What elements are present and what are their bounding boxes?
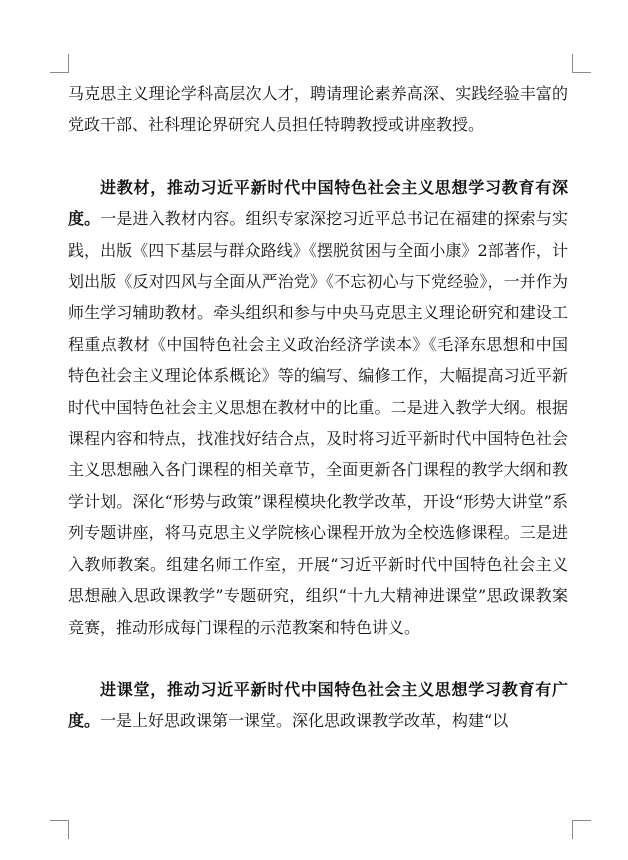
paragraph-gap: [68, 643, 568, 674]
section-body-classroom: 一是上好思政课第一课堂。深化思政课教学改革，构建“以: [100, 711, 509, 731]
document-body: [68, 78, 568, 737]
paragraph-textbooks: [68, 172, 568, 643]
section-heading-classroom: 进课堂，推动习近平新时代中国特色社会主义思想学习教育有广度。: [68, 679, 568, 731]
crop-mark-top-left: [50, 54, 69, 73]
crop-mark-bottom-right: [572, 820, 591, 839]
section-heading-textbooks: 进教材，推动习近平新时代中国特色社会主义思想学习教育有深度。: [68, 177, 568, 229]
paragraph-continuation: 马克思主义理论学科高层次人才，聘请理论素养高深、实践经验丰富的党政干部、社科理论界研究人员担任特聘教授或讲座教授。: [68, 84, 568, 135]
crop-mark-top-right: [572, 54, 591, 73]
paragraph-classroom: [68, 674, 568, 737]
crop-mark-bottom-left: [50, 820, 69, 839]
section-body-textbooks: 一是进入教材内容。组织专家深挖习近平总书记在福建的探索与实践，出版《四下基层与群众路线》《摆脱贫困与全面小康》2部著作，计划出版《反对四风与全面从严治党》《不忘初心与下党经验》，一并作为师生学习辅助教材。牵头组织和参与中央马克思主义理论研究和建设工程重点教材《中国特色社会主义政治经济学读本》《毛泽东思想和中国特色社会主义理论体系概论》等的编写、编修工作，大幅提高习近平新时代中国特色社会主义思想在教材中的比重。二是进入教学大纲。根据课程内容和特点，找准找好结合点，及时将习近平新时代中国特色社会主义思想融入各门课程的相关章节，全面更新各门课程的教学大纲和教学计划。深化“形势与政策”课程模块化教学改革，开设“形势大讲堂”系列专题讲座，将马克思主义学院核心课程开放为全校选修课程。三是进入教师教案。组建名师工作室，开展“习近平新时代中国特色社会主义思想融入思政课教学”专题研究，组织“十九大精神进课堂”思政课教案竞赛，推动形成每门课程的示范教案和特色讲义。: [68, 209, 568, 637]
paragraph-gap: [68, 141, 568, 172]
